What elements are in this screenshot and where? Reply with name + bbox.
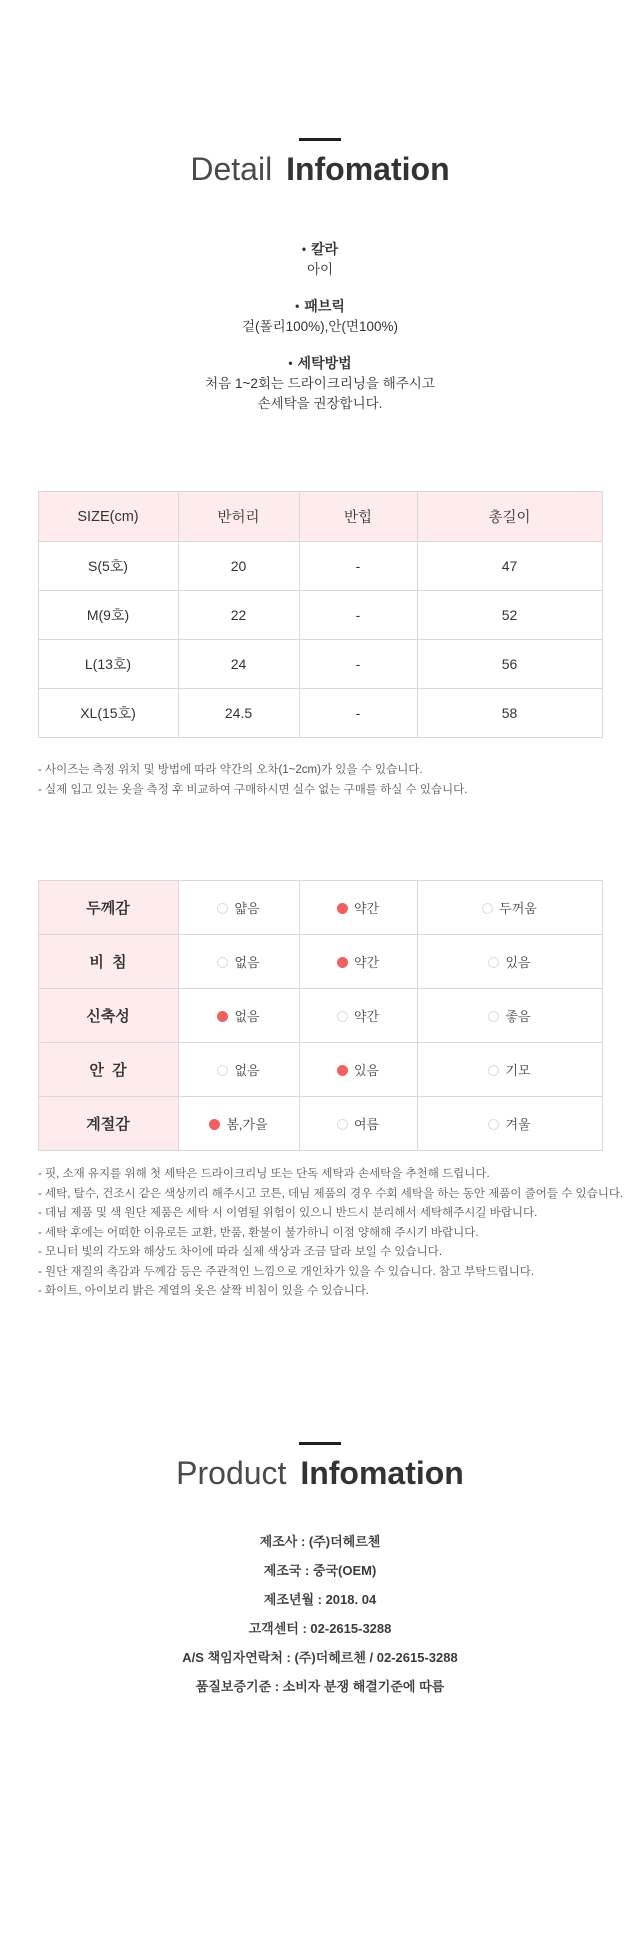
option-label: 기모 <box>505 1063 531 1078</box>
option-label: 좋음 <box>505 1009 531 1024</box>
note-line: - 핏, 소재 유지를 위해 첫 세탁은 드라이크리닝 또는 단독 세탁과 손세탁을 추천해 드립니다. <box>38 1168 490 1180</box>
product-section-title <box>0 1455 640 1491</box>
size-cell: - <box>299 689 417 738</box>
radio-icon <box>488 1011 499 1022</box>
radio-icon <box>217 1011 228 1022</box>
table-row <box>38 989 602 1043</box>
option-label: 여름 <box>353 1117 380 1132</box>
radio-icon <box>337 1119 348 1130</box>
spec-table <box>38 880 603 1151</box>
option-label: 두꺼움 <box>499 901 537 916</box>
product-attributes <box>0 239 640 414</box>
option-label: 없음 <box>234 1063 260 1078</box>
attribute-label-text: 칼라 <box>311 241 339 257</box>
table-row <box>38 542 602 591</box>
radio-icon <box>337 1011 348 1022</box>
radio-icon <box>217 1065 228 1076</box>
radio-icon <box>217 903 228 914</box>
option-label: 약간 <box>353 901 380 916</box>
attribute-label-text: 패브릭 <box>304 298 345 314</box>
size-cell: 24 <box>178 640 299 689</box>
size-cell: L(13호) <box>38 640 178 689</box>
table-row <box>38 591 602 640</box>
size-cell: M(9호) <box>38 591 178 640</box>
table-row <box>38 1097 602 1151</box>
note-line: - 실제 입고 있는 옷을 측정 후 비교하여 구매하시면 실수 없는 구매를 하실 수 있습니다. <box>38 784 468 796</box>
note-line: - 사이즈는 측정 위치 및 방법에 따라 약간의 오차(1~2cm)가 있을 수 있습니다. <box>38 764 423 776</box>
spec-option <box>299 935 417 989</box>
radio-icon <box>337 957 348 968</box>
spec-option <box>417 1097 602 1151</box>
section-divider <box>299 1442 341 1445</box>
size-col-header: 반허리 <box>178 492 299 542</box>
spec-option <box>299 1097 417 1151</box>
size-cell: 22 <box>178 591 299 640</box>
info-line-as-contact: A/S 책임자연락처 : (주)더헤르첸 / 02-2615-3288 <box>182 1649 458 1665</box>
size-cell: 20 <box>178 542 299 591</box>
title-word-light: Product <box>176 1454 287 1491</box>
spec-option <box>178 1097 299 1151</box>
option-label: 약간 <box>353 1009 380 1024</box>
spec-option <box>178 989 299 1043</box>
spec-option <box>417 1043 602 1097</box>
spec-option <box>178 1043 299 1097</box>
attribute-fabric <box>0 296 640 337</box>
size-col-header: SIZE(cm) <box>38 492 178 542</box>
size-cell: - <box>299 591 417 640</box>
info-line-warranty: 품질보증기준 : 소비자 분쟁 해결기준에 따름 <box>195 1678 445 1694</box>
spec-option <box>299 881 417 935</box>
spec-row-label: 계절감 <box>38 1097 178 1151</box>
attribute-label <box>0 296 640 317</box>
radio-icon <box>337 1065 348 1076</box>
detail-info-section <box>0 138 640 1302</box>
info-line-customer-center: 고객센터 : 02-2615-3288 <box>248 1620 392 1636</box>
option-label: 있음 <box>353 1063 380 1078</box>
attribute-label-text: 세탁방법 <box>297 355 352 371</box>
attribute-label <box>0 239 640 260</box>
note-line: - 세탁 후에는 어떠한 이유로든 교환, 반품, 환불이 불가하니 이점 양해해 주시기 바랍니다. <box>38 1226 479 1239</box>
note-line: - 데님 제품 및 색 원단 제품은 세탁 시 이염될 위험이 있으니 반드시 분리해서 세탁해주시길 바랍니다. <box>38 1207 538 1219</box>
bullet-icon: • <box>295 299 300 313</box>
section-divider <box>299 138 341 141</box>
bullet-icon: • <box>288 356 293 370</box>
size-cell: XL(15호) <box>38 689 178 738</box>
option-label: 약간 <box>353 955 380 970</box>
product-info-section <box>0 1442 640 1701</box>
size-cell: - <box>299 542 417 591</box>
spec-option <box>417 881 602 935</box>
attribute-label <box>0 353 640 374</box>
spec-option <box>178 881 299 935</box>
radio-icon <box>217 957 228 968</box>
size-cell: - <box>299 640 417 689</box>
size-table <box>38 491 603 738</box>
spec-option <box>178 935 299 989</box>
note-line: - 화이트, 아이보리 밝은 계열의 옷은 살짝 비침이 있을 수 있습니다. <box>38 1285 370 1297</box>
size-col-header: 총길이 <box>417 492 602 542</box>
care-notes <box>38 1165 624 1302</box>
radio-icon <box>488 1065 499 1076</box>
option-label: 없음 <box>234 1009 260 1024</box>
note-line: - 원단 재질의 촉감과 두께감 등은 주관적인 느낌으로 개인차가 있을 수 있습니다. 참고 부탁드립니다. <box>38 1265 535 1278</box>
table-row <box>38 881 602 935</box>
radio-icon <box>337 903 348 914</box>
title-word-bold: Infomation <box>300 1454 464 1491</box>
option-label: 봄,가을 <box>226 1117 268 1132</box>
size-cell: 56 <box>417 640 602 689</box>
size-table-header-row <box>38 492 602 542</box>
size-cell: 47 <box>417 542 602 591</box>
note-line: - 모니터 빛의 각도와 해상도 차이에 따라 실제 색상과 조금 달라 보일 수 있습니다. <box>38 1246 443 1258</box>
radio-icon <box>488 1119 499 1130</box>
title-word-light: Detail <box>190 151 273 187</box>
option-label: 없음 <box>234 955 260 970</box>
manufacturer-info-list <box>0 1527 640 1701</box>
spec-option <box>417 935 602 989</box>
size-cell: 52 <box>417 591 602 640</box>
table-row <box>38 935 602 989</box>
size-table-notes <box>38 760 602 800</box>
option-label: 겨울 <box>505 1117 531 1132</box>
option-label: 있음 <box>505 955 531 970</box>
table-row <box>38 640 602 689</box>
detail-section-title <box>0 151 640 187</box>
spec-option <box>299 989 417 1043</box>
info-line-country: 제조국 : 중국(OEM) <box>263 1562 377 1578</box>
attribute-value: 겉(폴리100%),안(면100%) <box>242 319 398 334</box>
attribute-value: 처음 1~2회는 드라이크리닝을 해주시고 <box>205 376 435 391</box>
spec-option <box>299 1043 417 1097</box>
attribute-color <box>0 239 640 280</box>
bullet-icon: • <box>301 242 307 256</box>
attribute-value: 아이 <box>306 262 334 277</box>
radio-icon <box>209 1119 220 1130</box>
attribute-value: 손세탁을 권장합니다. <box>257 396 383 411</box>
attribute-washing <box>0 353 640 414</box>
table-row <box>38 1043 602 1097</box>
size-cell: 24.5 <box>178 689 299 738</box>
spec-row-label: 두께감 <box>38 881 178 935</box>
note-line: - 세탁, 탈수, 건조시 같은 색상끼리 해주시고 코튼, 데님 제품의 경우 수회 세탁을 하는 동안 제품이 줄어들 수 있습니다. <box>38 1187 624 1200</box>
spec-row-label: 비 침 <box>38 935 178 989</box>
info-line-date: 제조년월 : 2018. 04 <box>263 1591 377 1607</box>
title-word-bold: Infomation <box>286 151 450 187</box>
radio-icon <box>488 957 499 968</box>
size-col-header: 반힙 <box>299 492 417 542</box>
size-cell: S(5호) <box>38 542 178 591</box>
size-cell: 58 <box>417 689 602 738</box>
spec-row-label: 신축성 <box>38 989 178 1043</box>
radio-icon <box>482 903 493 914</box>
table-row <box>38 689 602 738</box>
option-label: 얇음 <box>234 901 260 916</box>
spec-option <box>417 989 602 1043</box>
spec-row-label: 안 감 <box>38 1043 178 1097</box>
info-line-manufacturer: 제조사 : (주)더헤르첸 <box>259 1533 381 1549</box>
product-detail-page <box>0 138 640 1701</box>
